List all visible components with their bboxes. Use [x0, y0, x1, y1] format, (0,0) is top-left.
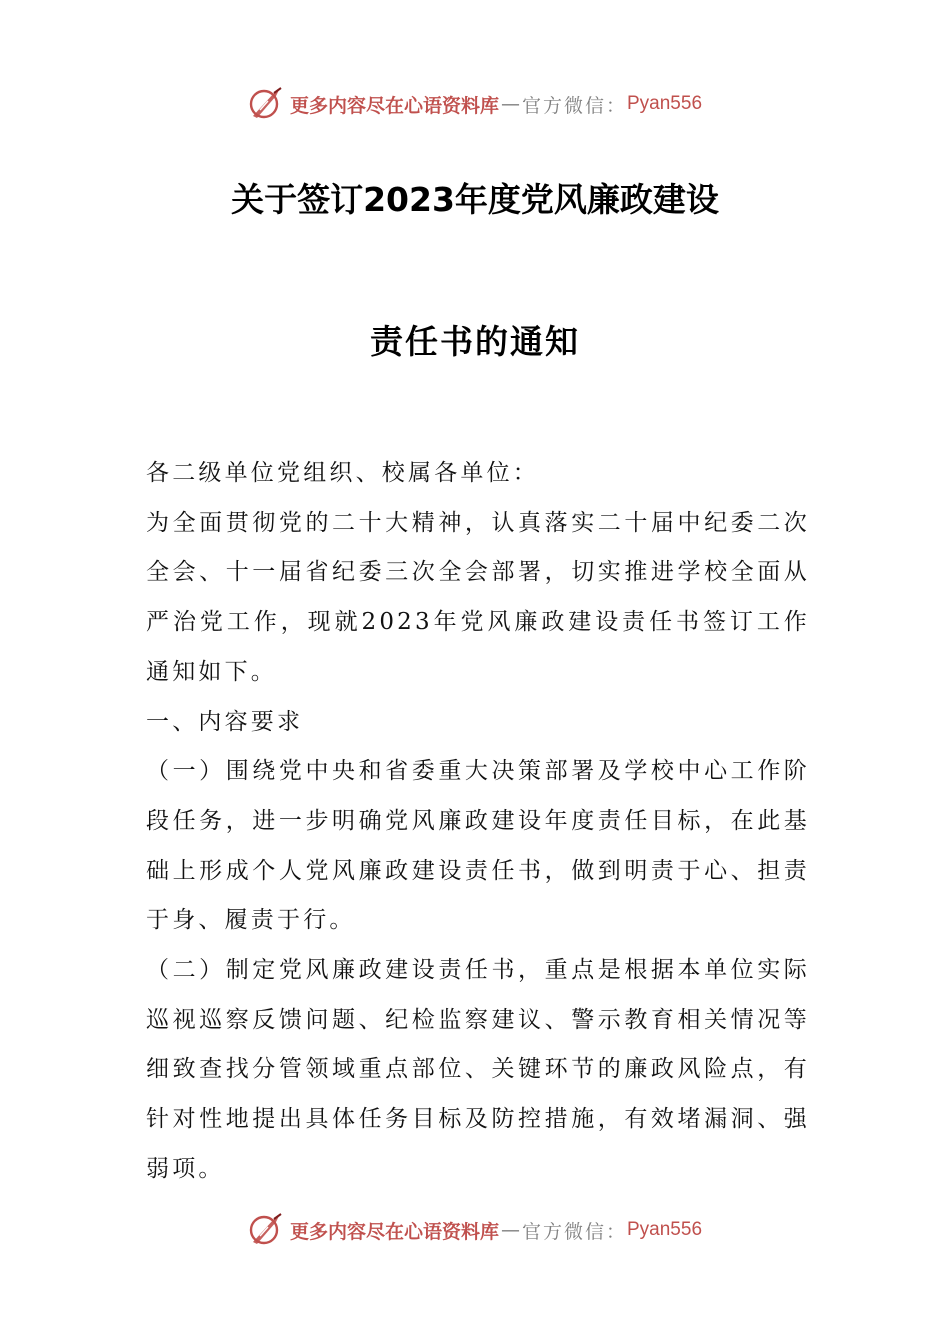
document-body	[146, 449, 810, 1195]
item-paragraph-1: （一）围绕党中央和省委重大决策部署及学校中心工作阶段任务，进一步明确党风廉政建设年度责任目标，在此基础上形成个人党风廉政建设责任书，做到明责于心、担责于身、履责于行。	[146, 758, 810, 934]
header-banner	[0, 82, 950, 126]
banner-text	[290, 1217, 702, 1244]
banner-wechat-label: 官方微信：	[521, 1220, 627, 1243]
banner-main-text: 更多内容尽在心语资料库	[289, 1220, 499, 1243]
banner-separator: —	[500, 93, 520, 115]
document-title-line-2: 责任书的通知	[370, 322, 580, 361]
item-paragraph-2: （二）制定党风廉政建设责任书，重点是根据本单位实际巡视巡察反馈问题、纪检监察建议、警示教育相关情况等细致查找分管领域重点部位、关键环节的廉政风险点，有针对性地提出具体任务目标及防控措施，有效堵漏洞、强弱项。	[146, 957, 810, 1182]
banner-main-text: 更多内容尽在心语资料库	[289, 94, 499, 117]
intro-paragraph: 为全面贯彻党的二十大精神，认真落实二十届中纪委二次全会、十一届省纪委三次全会部署，切实推进学校全面从严治党工作，现就2023年党风廉政建设责任书签订工作通知如下。	[146, 509, 810, 685]
salutation: 各二级单位党组织、校属各单位：	[146, 460, 539, 486]
quill-pen-logo-icon	[248, 1212, 284, 1248]
banner-text	[290, 91, 702, 118]
banner-wechat-id: Pyan556	[627, 1219, 703, 1240]
banner-wechat-label: 官方微信：	[521, 94, 627, 117]
footer-banner	[0, 1208, 950, 1252]
quill-pen-logo-icon	[248, 86, 284, 122]
document-title-line-1: 关于签订2023年度党风廉政建设	[231, 180, 719, 219]
section-heading: 一、内容要求	[146, 708, 304, 735]
banner-wechat-id: Pyan556	[627, 93, 703, 114]
banner-separator: —	[500, 1219, 520, 1241]
